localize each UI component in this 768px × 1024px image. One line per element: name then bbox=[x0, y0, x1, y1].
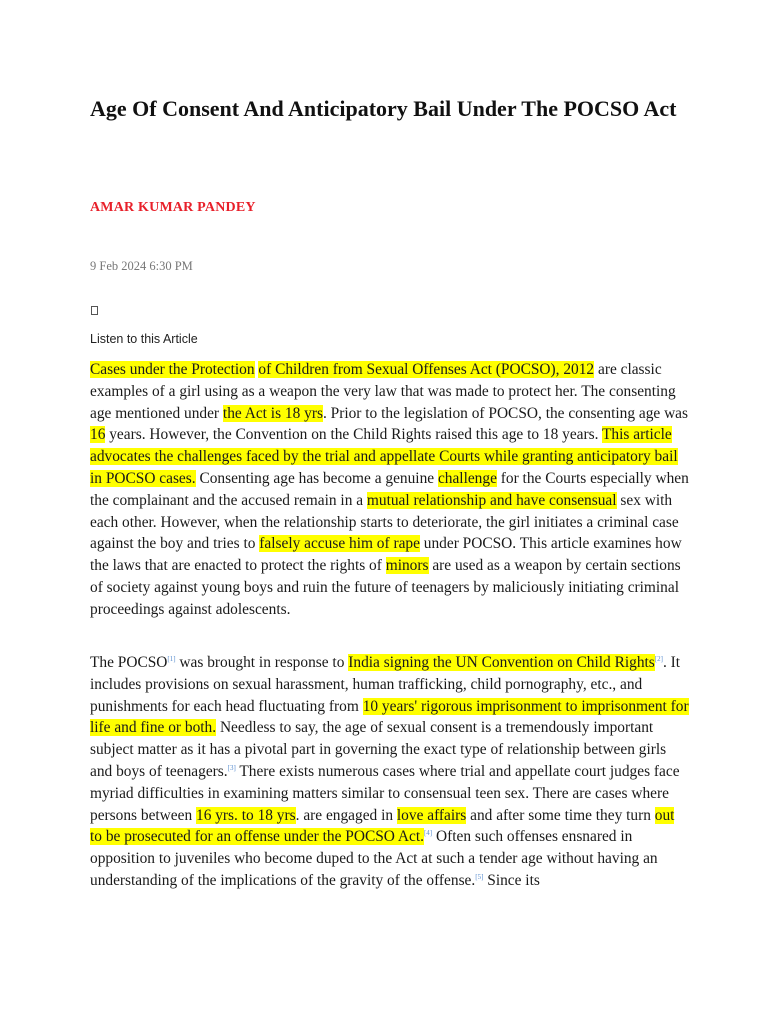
highlighted-text: of Children from Sexual Offenses Act (POCSO), 2012 bbox=[258, 361, 595, 378]
body-text: Since its bbox=[483, 871, 540, 889]
footnote-link[interactable]: [4] bbox=[423, 829, 433, 838]
footnote-link[interactable]: [1] bbox=[167, 655, 176, 663]
highlighted-text: 16 yrs. to 18 yrs bbox=[196, 806, 296, 824]
body-text: are classic examples of a girl using as a weapon the very law that was made to protect her. The consenting age mentioned under bbox=[90, 361, 676, 422]
article-title: Age Of Consent And Anticipatory Bail Under The POCSO Act bbox=[90, 96, 677, 121]
listen-to-article-label[interactable]: Listen to this Article bbox=[90, 332, 198, 346]
body-text: was brought in response to bbox=[175, 654, 349, 671]
body-text: under POCSO. This article examines how the laws that are enacted to protect the rights of bbox=[90, 535, 682, 575]
body-text: The POCSO bbox=[90, 654, 168, 671]
highlighted-text: 10 years' rigorous imprisonment to imprisonment for life and fine or both. bbox=[90, 697, 689, 737]
body-paragraph bbox=[90, 359, 690, 621]
highlighted-text: out to be prosecuted for an offense under the POCSO Act. bbox=[90, 806, 675, 846]
body-text: . are engaged in bbox=[295, 806, 397, 824]
body-text: and after some time they turn bbox=[466, 806, 655, 824]
body-paragraph bbox=[90, 652, 690, 892]
body-text: There exists numerous cases where trial and appellate court judges face myriad difficulties in examining matters similar to consensual teen sex. There are cases where persons between bbox=[90, 762, 680, 824]
highlighted-text: mutual relationship and have consensual bbox=[366, 491, 617, 509]
highlighted-text: minors bbox=[385, 557, 429, 575]
body-text: sex with each other. However, when the relationship starts to deteriorate, the girl initiates a criminal case against the boy and tries to bbox=[90, 491, 679, 553]
author-name[interactable]: AMAR KUMAR PANDEY bbox=[90, 200, 256, 215]
publish-date: 9 Feb 2024 6:30 PM bbox=[90, 259, 193, 273]
highlighted-text: falsely accuse him of rape bbox=[259, 535, 420, 553]
body-text: . It includes provisions on sexual harassment, human trafficking, child pornography, etc., and punishments for each head fluctuating from bbox=[90, 654, 681, 715]
body-text: years. However, the Convention on the Child Rights raised this age to 18 years. bbox=[105, 426, 603, 444]
body-text: for the Courts especially when the complainant and the accused remain in a bbox=[90, 469, 689, 509]
body-text: . Prior to the legislation of POCSO, the consenting age was bbox=[322, 404, 689, 422]
highlighted-text: India signing the UN Convention on Child Rights bbox=[348, 654, 655, 671]
broken-image-icon bbox=[91, 306, 98, 315]
body-text: are used as a weapon by certain sections of society against young boys and ruin the future of teenagers by maliciously initiating criminal proceedings against adolescents. bbox=[90, 557, 681, 618]
highlighted-text: love affairs bbox=[396, 806, 467, 824]
highlighted-text: Cases under the Protection bbox=[90, 361, 255, 378]
body-text: Often such offenses ensnared in opposition to juveniles who become duped to the Act at such a tender age without having an understanding of the implications of the gravity of the offense. bbox=[90, 828, 658, 889]
footnote-link[interactable]: [5] bbox=[475, 872, 484, 881]
highlighted-text: 16 bbox=[90, 426, 106, 444]
highlighted-text: the Act is 18 yrs bbox=[222, 404, 323, 422]
body-text: Consenting age has become a genuine bbox=[195, 469, 438, 487]
body-text: Needless to say, the age of sexual consent is a tremendously important subject matter as it has a pivotal part in governing the exact type of relationship between girls and boys of teenagers. bbox=[90, 719, 667, 780]
highlighted-text: This article advocates the challenges faced by the trial and appellate Courts while granting anticipatory bail in POCSO cases. bbox=[90, 426, 678, 487]
footnote-link[interactable]: [3] bbox=[227, 763, 236, 772]
footnote-link[interactable]: [2] bbox=[654, 655, 663, 663]
highlighted-text: challenge bbox=[437, 469, 497, 487]
